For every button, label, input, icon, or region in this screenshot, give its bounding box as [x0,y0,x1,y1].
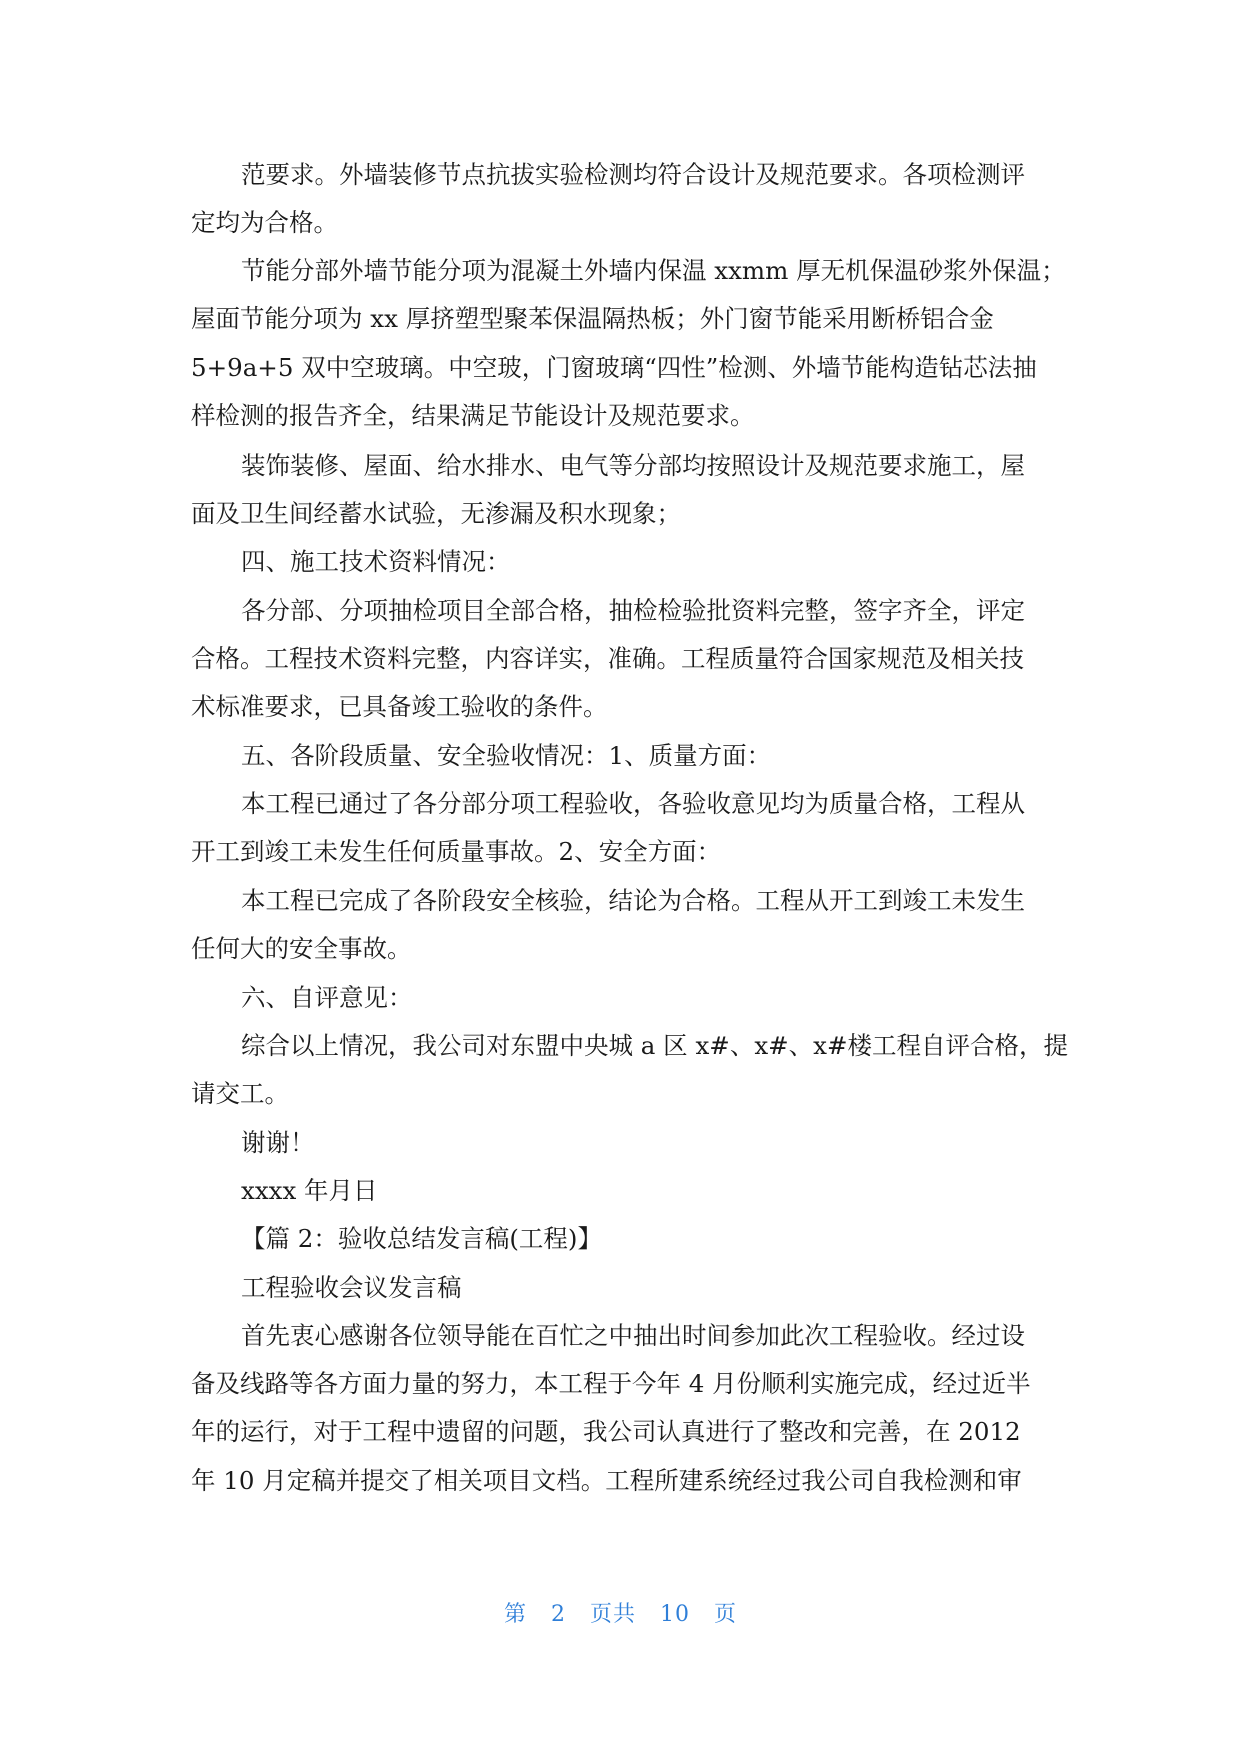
page-footer [0,1597,1241,1628]
total-pages-number: 10 [660,1602,690,1627]
page-total-label: 页共 [589,1602,636,1627]
current-page-number: 2 [550,1602,566,1627]
document-page: 范要求。外墙装修节点抗拔实验检测均符合设计及规范要求。各项检测评 定均为合格。 节能分部外墙节能分项为混凝土外墙内保温 xxmm 厚无机保温砂浆外保温； 屋面节能分项为 xx 厚挤塑型聚苯保温隔热板；外门窗节能采用断桥铝合金 5+9a+5 双中空玻璃。中空玻，门窗玻璃“四性”检测、外墙节能构造钻芯法抽 样检测的报告齐全，结果满足节能设计及规范要求。 装饰装修、屋面、给水排水、电气等分部均按照设计及规范要求施工，屋 面及卫生间经蓄水试验，无渗漏及积水现象； 四、施工技术资料情况： 各分部、分项抽检项目全部合格，抽检检验批资料完整，签字齐全，评定 合格。工程技术资料完整，内容详实，准确。工程质量符合国家规范及相关技 术标准要求，已具备竣工验收的条件。 五、各阶段质量、安全验收情况：1、质量方面： 本工程已通过了各分部分项工程验收，各验收意见均为质量合格，工程从 开工到竣工未发生任何质量事故。2、安全方面： 本工程已完成了各阶段安全核验，结论为合格。工程从开工到竣工未发生 任何大的安全事故。 六、自评意见： 综合以上情况，我公司对东盟中央城 a 区 x#、x#、x#楼工程自评合格，提 请交工。 谢谢！ xxxx 年月日 【篇 2：验收总结发言稿(工程)】 工程验收会议发言稿 首先衷心感谢各位领导能在百忙之中抽出时间参加此次工程验收。经过设 备及线路等各方面力量的努力，本工程于今年 4 月份顺利实施完成，经过近半 年的运行，对于工程中遗留的问题，我公司认真进行了整改和完善，在 2012 年 10 月定稿并提交了相关项目文档。工程所建系统经过我公司自我检测和审 第 2 页共 10 页 [0,0,1241,1754]
page-end-label: 页 [714,1602,738,1627]
page-label: 第 [503,1602,527,1627]
